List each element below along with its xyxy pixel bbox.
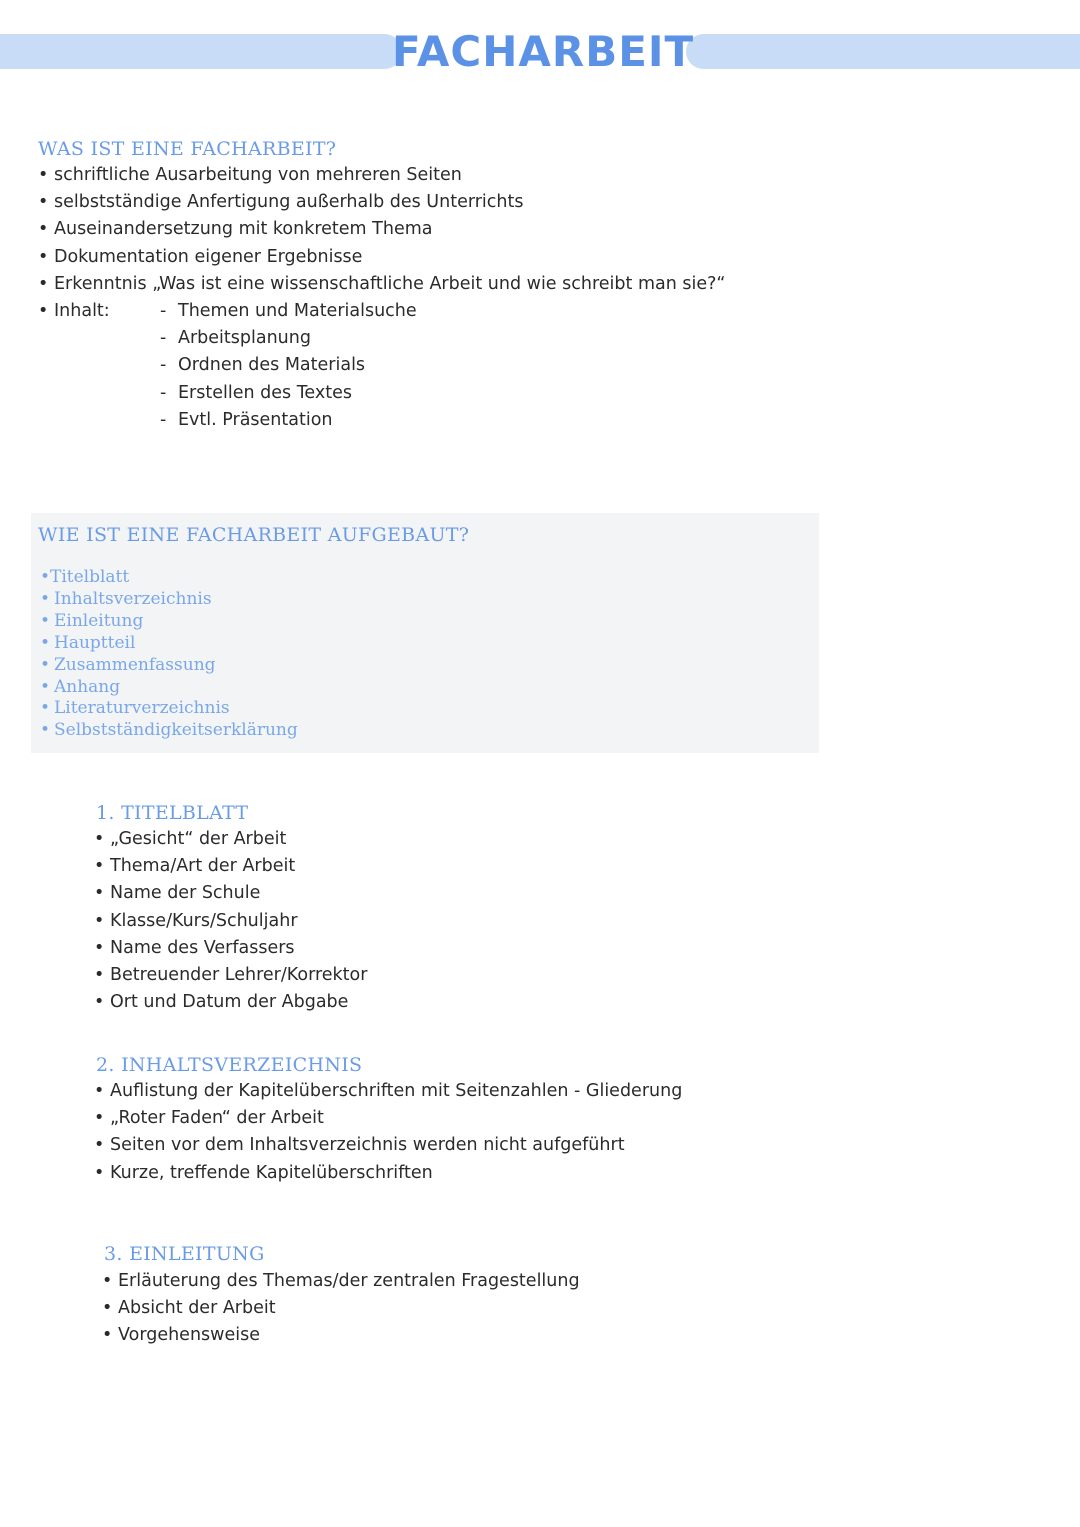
list-item: • Literaturverzeichnis [40,698,230,719]
list-item: - Arbeitsplanung [160,328,311,349]
list-item: • Dokumentation eigener Ergebnisse [38,246,363,267]
list-item: • Erläuterung des Themas/der zentralen Fragestellung [102,1271,580,1291]
list-item: • Einleitung [40,610,144,631]
list-item: • Selbstständigkeitserklärung [40,720,298,741]
heading-inhaltsverzeichnis: 2. INHALTSVERZEICHNIS [96,1054,363,1076]
list-item: • Klasse/Kurs/Schuljahr [94,910,298,931]
heading-einleitung: 3. EINLEITUNG [104,1243,265,1265]
heading-was-ist: WAS IST EINE FACHARBEIT? [38,138,337,160]
page-title: FACHARBEIT [392,27,695,76]
heading-titelblatt: 1. TITELBLATT [96,802,249,824]
list-item: • selbstständige Anfertigung außerhalb des Unterrichts [38,192,524,213]
list-item: • „Gesicht“ der Arbeit [94,829,287,849]
list-was-ist [38,162,726,298]
list-inhaltsverzeichnis [94,1078,683,1187]
list-item: • Auseinandersetzung mit konkretem Thema [38,219,433,240]
list-item: • Absicht der Arbeit [102,1298,276,1319]
list-item: • Inhaltsverzeichnis [40,588,212,609]
list-item: - Ordnen des Materials [160,355,366,376]
list-item: • Vorgehensweise [102,1325,260,1346]
title-band-left [0,34,402,69]
list-item: - Erstellen des Textes [160,382,352,403]
list-item: •Titelblatt [40,567,130,587]
list-item: • Zusammenfassung [40,654,216,675]
list-item: • Name des Verfassers [94,937,295,958]
title-band-right [686,34,1080,69]
list-item: - Evtl. Präsentation [160,409,333,430]
list-einleitung [102,1268,580,1350]
heading-aufbau: WIE IST EINE FACHARBEIT AUFGEBAUT? [38,524,470,546]
title-banner [0,27,1080,76]
list-item: • Name der Schule [94,883,261,904]
list-aufbau [40,567,298,742]
list-item: • „Roter Faden“ der Arbeit [94,1108,324,1129]
list-item: - Themen und Materialsuche [160,301,417,321]
inhalt-label: • Inhalt: [38,301,110,321]
list-item: • Seiten vor dem Inhaltsverzeichnis werden nicht aufgeführt [94,1135,625,1156]
list-item: • Auflistung der Kapitelüberschriften mit Seitenzahlen - Gliederung [94,1081,683,1101]
list-item: • Betreuender Lehrer/Korrektor [94,965,368,986]
inhalt-list [160,298,417,434]
list-item: • Hauptteil [40,632,136,653]
list-item: • Kurze, treffende Kapitelüberschriften [94,1162,433,1183]
list-item: • Thema/Art der Arbeit [94,856,296,877]
list-item: • Ort und Datum der Abgabe [94,992,349,1013]
list-titelblatt [94,826,368,1016]
list-item: • Anhang [40,676,121,697]
list-item: • schriftliche Ausarbeitung von mehreren Seiten [38,165,462,185]
list-item: • Erkenntnis „Was ist eine wissenschaftliche Arbeit und wie schreibt man sie?“ [38,273,726,294]
